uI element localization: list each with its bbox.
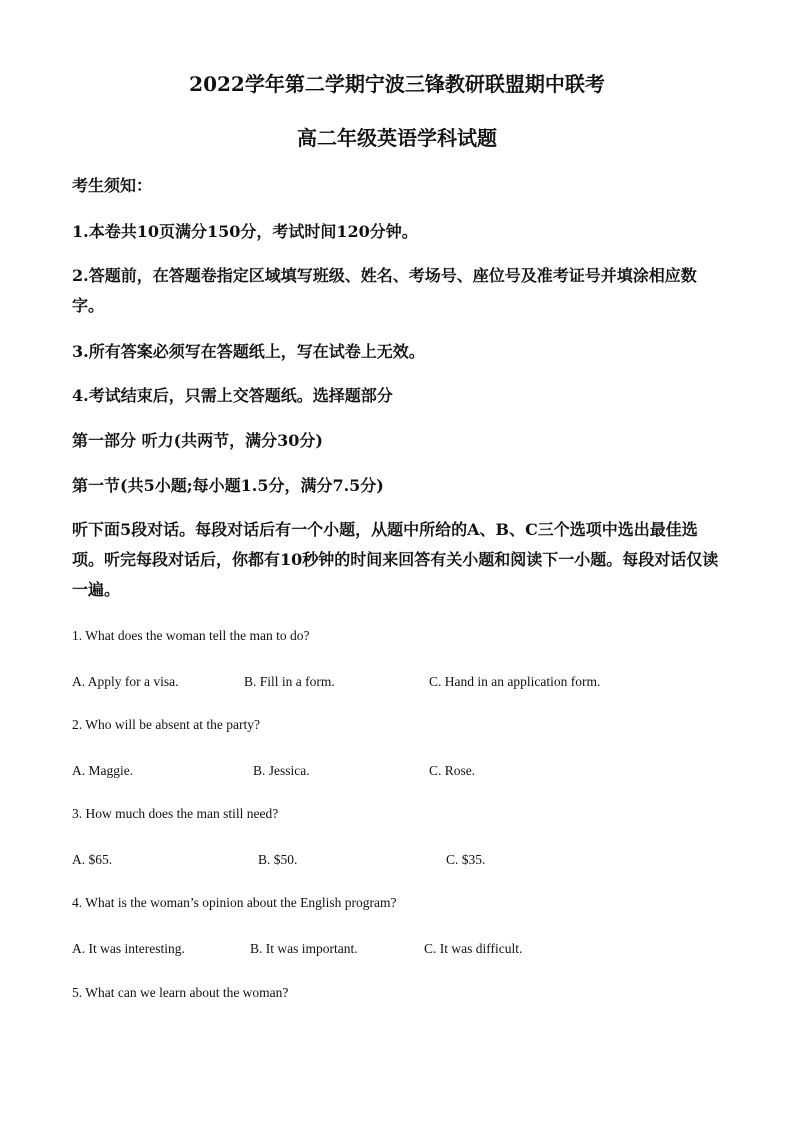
exam-title: 2022学年第二学期宁波三锋教研联盟期中联考: [189, 72, 605, 96]
section-title: 第一节(共5小题;每小题1.5分，满分7.5分): [72, 476, 384, 495]
option-b: B. It was important.: [250, 941, 358, 956]
exam-subtitle: 高二年级英语学科试题: [297, 126, 497, 150]
notice-heading: 考生须知：: [72, 176, 153, 195]
notice-item: 1.本卷共10页满分150分，考试时间120分钟。: [72, 222, 418, 241]
option-a: A. $65.: [72, 852, 113, 867]
question-stem: 1. What does the woman tell the man to do?: [72, 628, 310, 643]
section-instructions: 听下面5段对话。每段对话后有一个小题，从题中所给的A、B、C三个选项中选出最佳选项。听完每段对话后，你都有10秒钟的时间来回答有关小题和阅读下一小题。每段对话仅读一遍。: [72, 520, 719, 599]
question-stem: 2. Who will be absent at the party?: [72, 717, 260, 732]
option-c: C. Hand in an application form.: [429, 674, 601, 689]
option-b: B. $50.: [258, 852, 298, 867]
notice-item: 3.所有答案必须写在答题纸上，写在试卷上无效。: [72, 342, 425, 361]
option-c: C. Rose.: [429, 763, 476, 778]
question-stem: 3. How much does the man still need?: [72, 806, 279, 821]
part-title: 第一部分 听力(共两节，满分30分): [72, 431, 323, 450]
option-b: B. Jessica.: [253, 763, 310, 778]
question-stem: 4. What is the woman’s opinion about the English program?: [72, 895, 397, 910]
option-a: A. Maggie.: [72, 763, 134, 778]
option-a: A. It was interesting.: [72, 941, 185, 956]
option-c: C. It was difficult.: [424, 941, 523, 956]
notice-item: 2.答题前，在答题卷指定区域填写班级、姓名、考场号、座位号及准考证号并填涂相应数字。: [72, 266, 697, 315]
notice-item: 4.考试结束后，只需上交答题纸。选择题部分: [72, 386, 393, 405]
option-b: B. Fill in a form.: [244, 674, 335, 689]
option-a: A. Apply for a visa.: [72, 674, 179, 689]
option-c: C. $35.: [446, 852, 486, 867]
question-stem: 5. What can we learn about the woman?: [72, 985, 289, 1000]
